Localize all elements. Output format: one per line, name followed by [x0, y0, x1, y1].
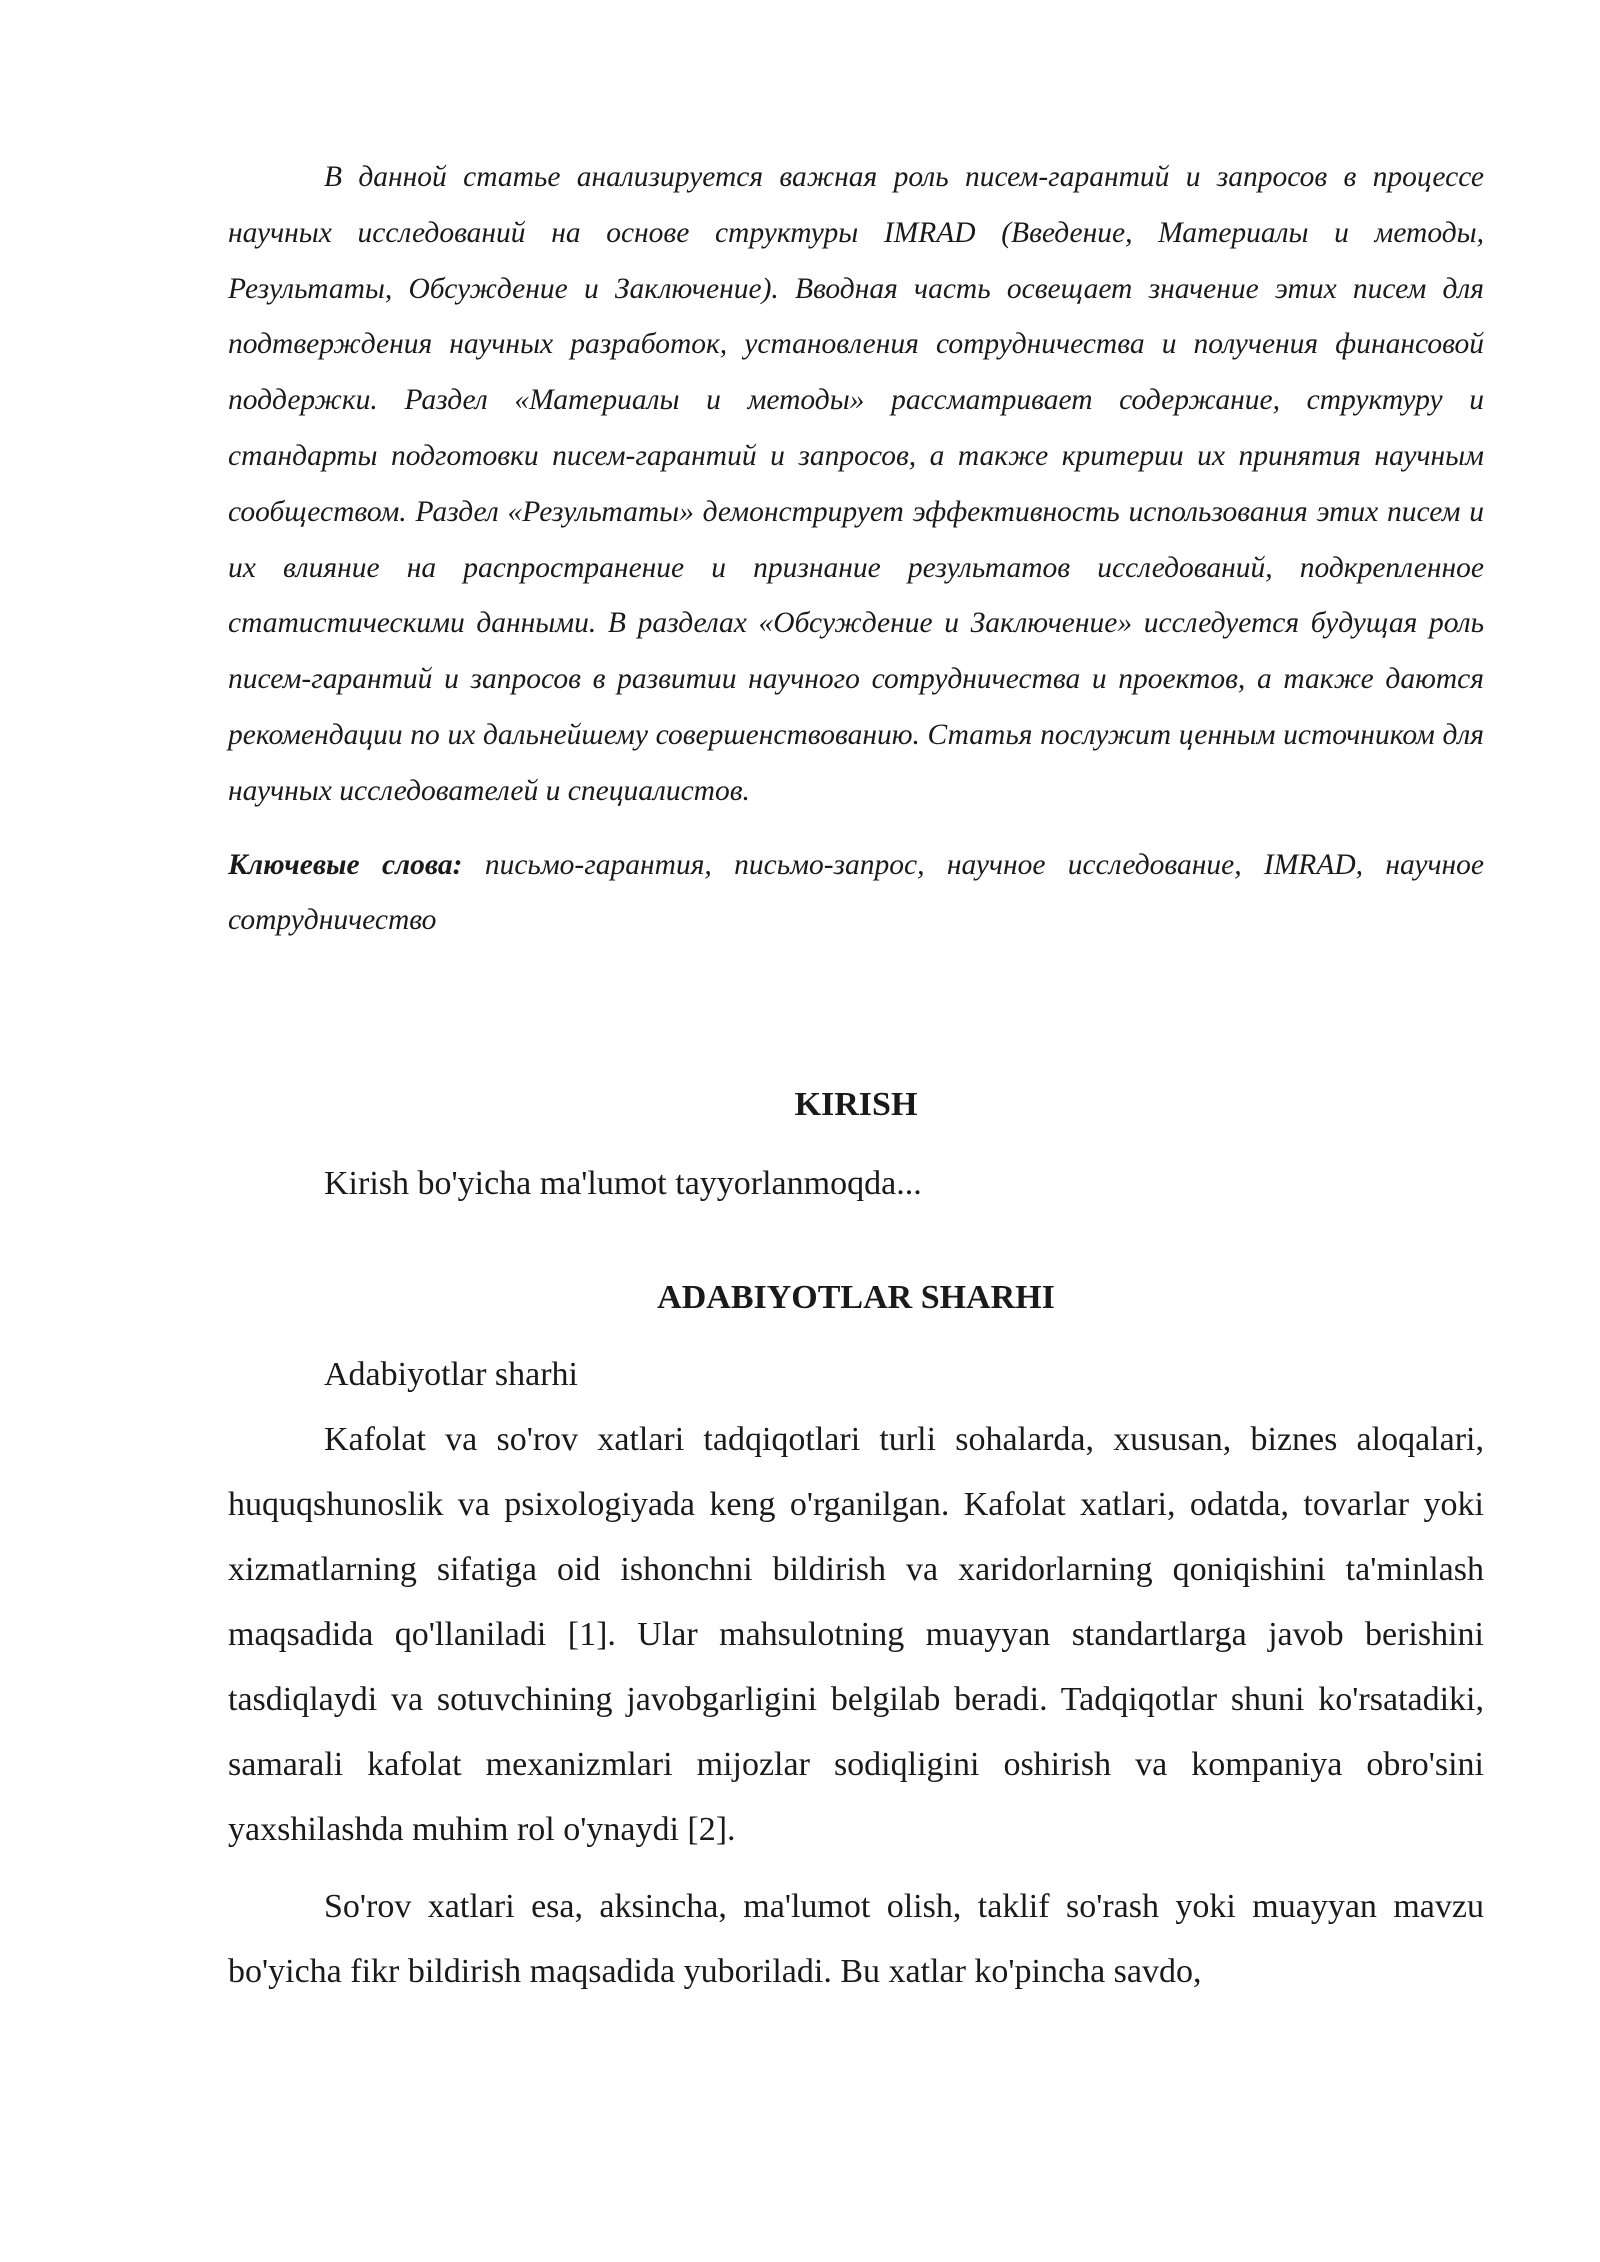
- adabiyotlar-lead: Adabiyotlar sharhi: [324, 1356, 578, 1394]
- section-kirish-body: [228, 1151, 1484, 1216]
- section-heading-adabiyotlar: ADABIYOTLAR SHARHI: [657, 1279, 1055, 1317]
- section-adabiyotlar-body: [228, 1342, 1484, 2004]
- document-page: [228, 150, 1484, 2004]
- keywords-text: письмо-гарантия, письмо-запрос, научное исследование, IMRAD, научное сотрудничество: [228, 848, 1485, 937]
- kirish-paragraph: Kirish bo'yicha ma'lumot tayyorlanmoqda...: [324, 1165, 922, 1203]
- section-heading-kirish: KIRISH: [794, 1086, 918, 1124]
- keywords-label: Ключевые слова:: [228, 848, 463, 881]
- adabiyotlar-paragraph-1: Kafolat va so'rov xatlari tadqiqotlari turli sohalarda, xususan, biznes aloqalari, huquqshunoslik va psixologiyada keng o'rganilgan. Kafolat xatlari, odatda, tovarlar yoki xizmatlarning sifatiga oid ishonchni bildirish va xaridorlarning qoniqishini ta'minlash maqsadida qo'llaniladi [1]. Ular mahsulotning muayyan standartlarga javob berishini tasdiqlaydi va sotuvchining javobgarligini belgilab beradi. Tadqiqotlar shuni ko'rsatadiki, samarali kafolat mexanizmlari mijozlar sodiqligini oshirish va kompaniya obro'sini yaxshilashda muhim rol o'ynaydi [2].: [228, 1421, 1484, 1849]
- abstract: [228, 150, 1484, 820]
- abstract-paragraph: В данной статье анализируется важная роль писем-гарантий и запросов в процессе научных исследований на основе структуры IMRAD (Введение, Материалы и методы, Результаты, Обсуждение и Заключение). Вводная часть освещает значение этих писем для подтверждения научных разработок, установления сотрудничества и получения финансовой поддержки. Раздел «Материалы и методы» рассматривает содержание, структуру и стандарты подготовки писем-гарантий и запросов, а также критерии их принятия научным сообществом. Раздел «Результаты» демонстрирует эффективность использования этих писем и их влияние на распространение и признание результатов исследований, подкрепленное статистическими данными. В разделах «Обсуждение и Заключение» исследуется будущая роль писем-гарантий и запросов в развитии научного сотрудничества и проектов, а также даются рекомендации по их дальнейшему совершенствованию. Статья послужит ценным источником для научных исследователей и специалистов.: [228, 161, 1484, 807]
- keywords: [228, 838, 1484, 950]
- adabiyotlar-paragraph-2: So'rov xatlari esa, aksincha, ma'lumot olish, taklif so'rash yoki muayyan mavzu bo'yicha fikr bildirish maqsadida yuboriladi. Bu xatlar ko'pincha savdo,: [228, 1888, 1484, 1991]
